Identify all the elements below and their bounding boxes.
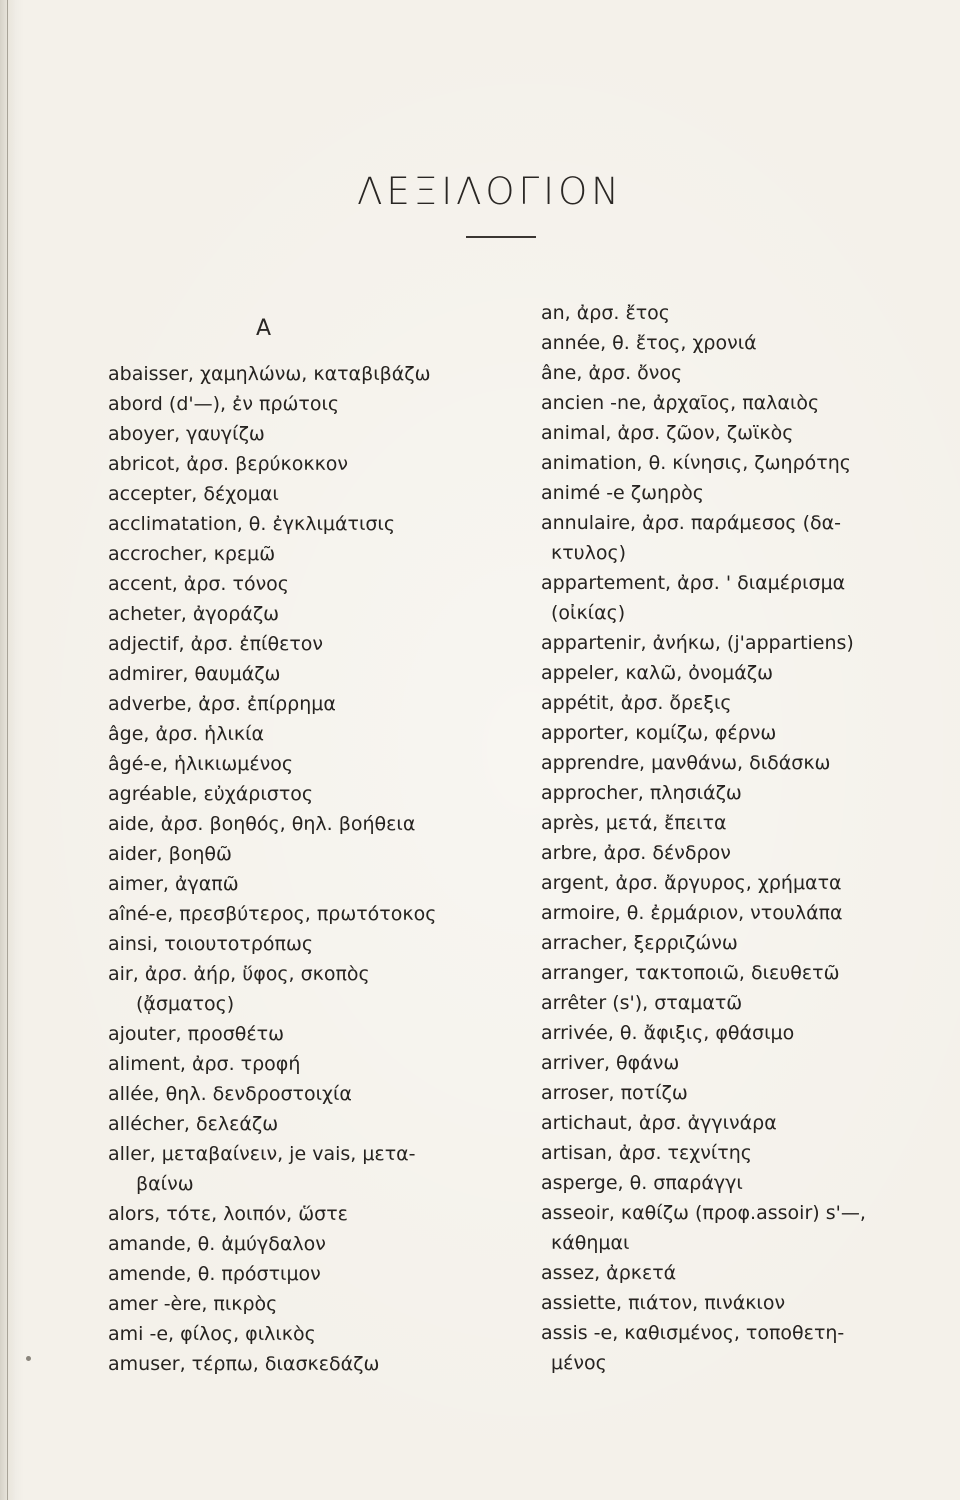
entry: abaisser, χαμηλώνω, καταβιβάζω bbox=[108, 363, 431, 385]
entry: allée, θηλ. δενδροστοιχία bbox=[108, 1083, 352, 1105]
entry: approcher, πλησιάζω bbox=[541, 782, 742, 804]
entry: appartenir, ἀνήκω, (j'appartiens) bbox=[541, 632, 854, 654]
entry: acheter, ἀγοράζω bbox=[108, 603, 280, 625]
entry: ainsi, τοιουτοτρόπως bbox=[108, 933, 314, 955]
entry: aller, μεταβαίνειν, je vais, μετα- bbox=[108, 1143, 416, 1165]
entry: accrocher, κρεμῶ bbox=[108, 543, 276, 565]
entry: adverbe, ἀρσ. ἐπίρρημα bbox=[108, 693, 336, 715]
entry: aimer, ἀγαπῶ bbox=[108, 873, 239, 895]
entry: aboyer, γαυγίζω bbox=[108, 423, 265, 445]
title-divider bbox=[466, 236, 536, 238]
entry: arriver, θφάνω bbox=[541, 1052, 680, 1074]
entry: amuser, τέρπω, διασκεδάζω bbox=[108, 1353, 380, 1375]
entry-continuation: (ᾄσματος) bbox=[136, 993, 235, 1015]
entry: arrivée, θ. ἄφιξις, φθάσιμο bbox=[541, 1022, 795, 1044]
entry-continuation: κάθημαι bbox=[551, 1232, 630, 1254]
entry: abord (d'—), ἐν πρώτοις bbox=[108, 393, 340, 415]
entry: arranger, τακτοποιῶ, διευθετῶ bbox=[541, 962, 840, 984]
entry: argent, ἀρσ. ἄργυρος, χρήματα bbox=[541, 872, 842, 894]
entry-continuation: (οἰκίας) bbox=[551, 602, 626, 624]
entry: animal, ἀρσ. ζῶον, ζωϊκὸς bbox=[541, 422, 794, 444]
entry: accepter, δέχομαι bbox=[108, 483, 279, 505]
entry: asperge, θ. σπαράγγι bbox=[541, 1172, 743, 1194]
entry: amande, θ. ἀμύγδαλον bbox=[108, 1233, 326, 1255]
page-binding-edge bbox=[0, 0, 16, 1500]
entry: armoire, θ. ἐρμάριον, ντουλάπα bbox=[541, 902, 843, 924]
entry: an, ἀρσ. ἔτος bbox=[541, 302, 670, 324]
entry: assiette, πιάτον, πινάκιον bbox=[541, 1292, 786, 1314]
entry: arrêter (s'), σταματῶ bbox=[541, 992, 743, 1014]
entry: apporter, κομίζω, φέρνω bbox=[541, 722, 777, 744]
entry: aliment, ἀρσ. τροφή bbox=[108, 1053, 301, 1075]
entry: ajouter, προσθέτω bbox=[108, 1023, 285, 1045]
entry: âne, ἀρσ. ὄνος bbox=[541, 362, 683, 384]
entry: accent, ἀρσ. τόνος bbox=[108, 573, 289, 595]
entry: admirer, θαυμάζω bbox=[108, 663, 281, 685]
entry: artisan, ἀρσ. τεχνίτης bbox=[541, 1142, 752, 1164]
entry: appeler, καλῶ, ὀνομάζω bbox=[541, 662, 773, 684]
page-binding-line bbox=[7, 0, 8, 1500]
entry: aider, βοηθῶ bbox=[108, 843, 232, 865]
entry: assis -e, καθισμένος, τοποθετη- bbox=[541, 1322, 845, 1344]
entry: âgé-e, ἡλικιωμένος bbox=[108, 753, 294, 775]
entry-continuation: βαίνω bbox=[136, 1173, 194, 1195]
entry: acclimatation, θ. ἐγκλιμάτισις bbox=[108, 513, 396, 535]
entry: arroser, ποτίζω bbox=[541, 1082, 688, 1104]
entry-continuation: μένος bbox=[551, 1352, 607, 1374]
entry: assez, ἀρκετά bbox=[541, 1262, 677, 1284]
entry: amer -ère, πικρὸς bbox=[108, 1293, 278, 1315]
entry: adjectif, ἀρσ. ἐπίθετον bbox=[108, 633, 324, 655]
entry: agréable, εὐχάριστος bbox=[108, 783, 314, 805]
entry: amende, θ. πρόστιμον bbox=[108, 1263, 321, 1285]
entry: ami -e, φίλος, φιλικὸς bbox=[108, 1323, 316, 1345]
section-letter: A bbox=[256, 316, 272, 341]
margin-mark bbox=[26, 1356, 31, 1361]
entry: année, θ. ἔτος, χρονιά bbox=[541, 332, 757, 354]
entry: apprendre, μανθάνω, διδάσκω bbox=[541, 752, 831, 774]
entry: annulaire, ἀρσ. παράμεσος (δα- bbox=[541, 512, 842, 534]
entry: animation, θ. κίνησις, ζωηρότης bbox=[541, 452, 851, 474]
entry: abricot, ἀρσ. βερύκοκκον bbox=[108, 453, 349, 475]
entry: allécher, δελεάζω bbox=[108, 1113, 279, 1135]
entry: air, ἀρσ. ἀήρ, ὕφος, σκοπὸς bbox=[108, 963, 370, 985]
entry: arracher, ξερριζώνω bbox=[541, 932, 738, 954]
entry: asseoir, καθίζω (προφ.assoir) s'—, bbox=[541, 1202, 866, 1224]
entry: arbre, ἀρσ. δένδρον bbox=[541, 842, 731, 864]
entry: aîné-e, πρεσβύτερος, πρωτότοκος bbox=[108, 903, 437, 925]
entry-continuation: κτυλος) bbox=[551, 542, 627, 564]
left-column bbox=[108, 359, 508, 1379]
page-title: ΛΕΞΙΛΟΓΙΟΝ bbox=[357, 170, 623, 213]
entry: après, μετά, ἔπειτα bbox=[541, 812, 727, 834]
entry: alors, τότε, λοιπόν, ὥστε bbox=[108, 1203, 348, 1225]
entry: animé -e ζωηρὸς bbox=[541, 482, 704, 504]
entry: âge, ἀρσ. ἡλικία bbox=[108, 723, 265, 745]
entry: ancien -ne, ἀρχαῖος, παλαιὸς bbox=[541, 392, 820, 414]
entry: artichaut, ἀρσ. ἀγγινάρα bbox=[541, 1112, 777, 1134]
right-column bbox=[541, 298, 941, 1378]
entry: appétit, ἀρσ. ὄρεξις bbox=[541, 692, 732, 714]
entry: appartement, ἀρσ. ' διαμέρισμα bbox=[541, 572, 846, 594]
entry: aide, ἀρσ. βοηθός, θηλ. βοήθεια bbox=[108, 813, 416, 835]
